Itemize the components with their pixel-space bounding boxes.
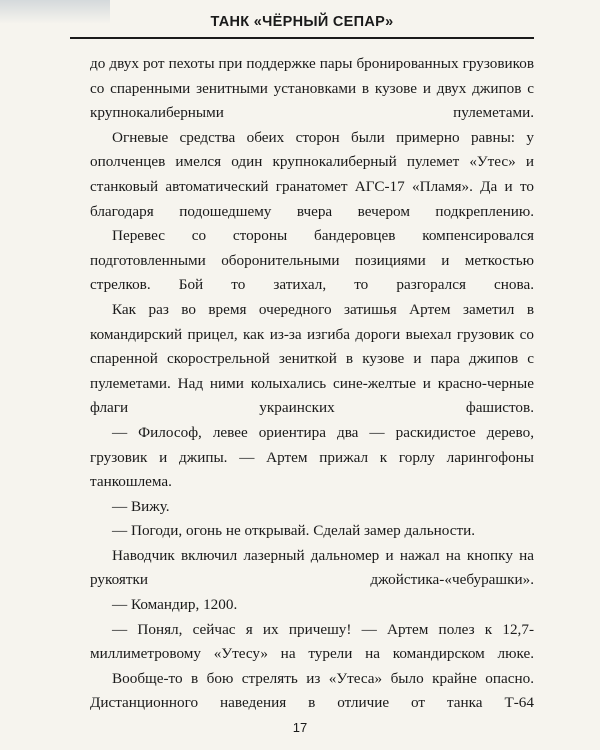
paragraph: — Философ, левее ориентира два — раскидистое дерево, грузовик и джипы. — Артем прижал к горлу ларингофоны танкошлема. bbox=[90, 423, 534, 491]
paragraph: — Командир, 1200. bbox=[112, 596, 238, 614]
paragraph: — Понял, сейчас я их причешу! — Артем полез к 12,7-миллиметровому «Утесу» на турели на командирском люке. bbox=[90, 620, 534, 663]
running-header: ТАНК «ЧЁРНЫЙ СЕПАР» bbox=[210, 14, 394, 30]
page-body bbox=[90, 52, 534, 716]
paragraph: Перевес со стороны бандеровцев компенсировался подготовленными оборонительными позициями и меткостью стрелков. Бой то затихал, то разгорался снова. bbox=[90, 227, 534, 294]
paragraph: — Погоди, огонь не открывай. Сделай замер дальности. bbox=[112, 522, 476, 540]
paragraph: — Вижу. bbox=[112, 497, 170, 515]
paragraph: Наводчик включил лазерный дальномер и нажал на кнопку на рукоятки джойстика-«чебурашки». bbox=[90, 546, 534, 589]
paragraph: Огневые средства обеих сторон были примерно равны: у ополченцев имелся один крупнокалиберный пулемет «Утес» и станковый автоматический гранатомет АГС-17 «Пламя». Да и то благодаря подошедшему вчера вечером подкреплению. bbox=[90, 128, 534, 220]
header-rule bbox=[70, 37, 534, 39]
paragraph: Вообще-то в бою стрелять из «Утеса» было крайне опасно. Дистанционного наведения в отличие от танка Т-64 bbox=[90, 669, 534, 712]
page-number: 17 bbox=[292, 720, 308, 735]
paragraph: до двух рот пехоты при поддержке пары бронированных грузовиков со спаренными зенитными установками в кузове и двух джипов с крупнокалиберными пулеметами. bbox=[90, 55, 534, 122]
paragraph: Как раз во время очередного затишья Артем заметил в командирский прицел, как из-за изгиба дороги выехал грузовик со спаренной скорострельной зениткой в кузове и пара джипов с пулеметами. Над ними колыхались сине-желтые и красно-черные флаги украинских фашистов. bbox=[90, 300, 534, 417]
